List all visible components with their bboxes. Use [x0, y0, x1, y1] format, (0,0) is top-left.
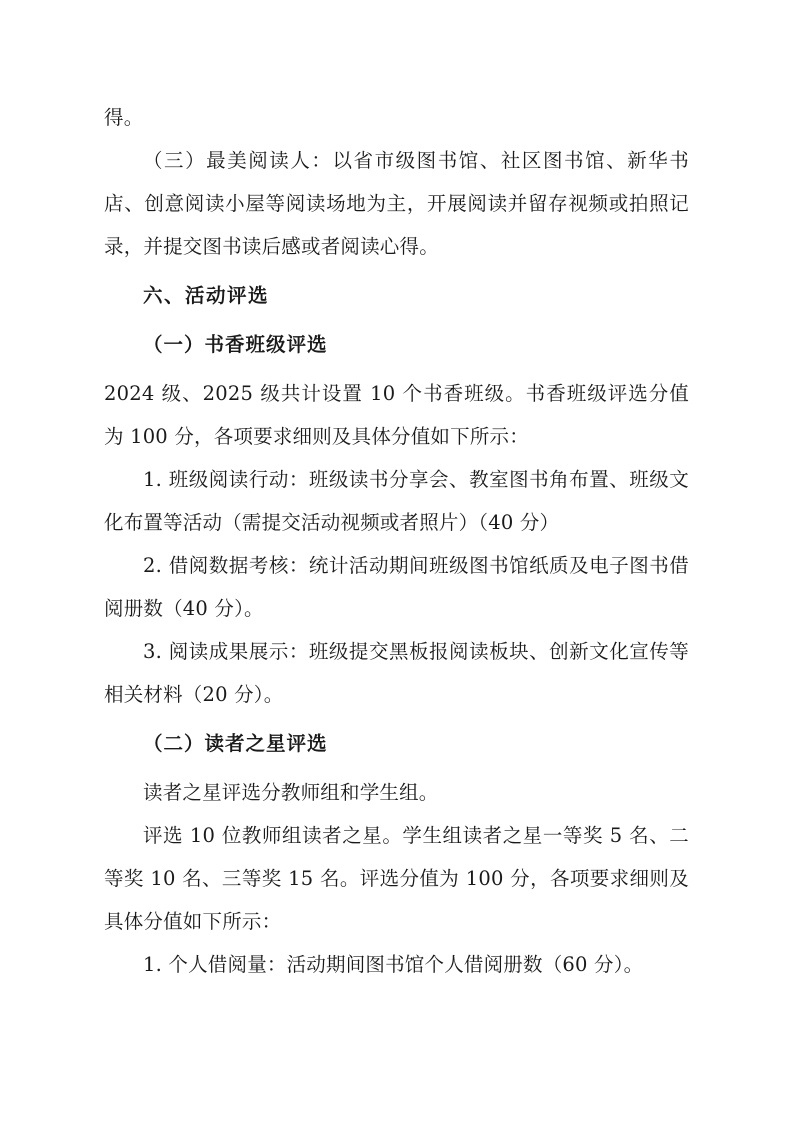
paragraph-item-personal-borrow: 1. 个人借阅量：活动期间图书馆个人借阅册数（60 分）。: [143, 953, 644, 976]
paragraph-item-borrow-data: 2. 借阅数据考核：统计活动期间班级图书馆纸质及电子图书借阅册数（40 分）。: [104, 554, 689, 620]
subsection-heading-reader-star: （二）读者之星评选: [143, 732, 328, 755]
paragraph-item-class-reading-action: 1. 班级阅读行动：班级读书分享会、教室图书角布置、班级文化布置等活动（需提交活动视频或者照片）（40 分）: [104, 468, 689, 534]
paragraph-best-reader: （三）最美阅读人：以省市级图书馆、社区图书馆、新华书店、创意阅读小屋等阅读场地为主，开展阅读并留存视频或拍照记录，并提交图书读后感或者阅读心得。: [104, 149, 689, 258]
paragraph-continuation: 得。: [104, 106, 144, 129]
section-heading-activity-selection: 六、活动评选: [143, 284, 270, 307]
paragraph-item-reading-results: 3. 阅读成果展示：班级提交黑板报阅读板块、创新文化宣传等相关材料（20 分）。: [104, 640, 689, 706]
paragraph-reader-star-groups: 读者之星评选分教师组和学生组。: [143, 781, 439, 804]
paragraph-reader-star-awards: 评选 10 位教师组读者之星。学生组读者之星一等奖 5 名、二等奖 10 名、三等奖 15 名。评选分值为 100 分，各项要求细则及具体分值如下所示：: [104, 824, 689, 933]
paragraph-class-scoring-intro: 2024 级、2025 级共计设置 10 个书香班级。书香班级评选分值为 100 分，各项要求细则及具体分值如下所示：: [104, 382, 689, 448]
document-body: [104, 96, 689, 986]
subsection-heading-class-selection: （一）书香班级评选: [143, 333, 328, 356]
